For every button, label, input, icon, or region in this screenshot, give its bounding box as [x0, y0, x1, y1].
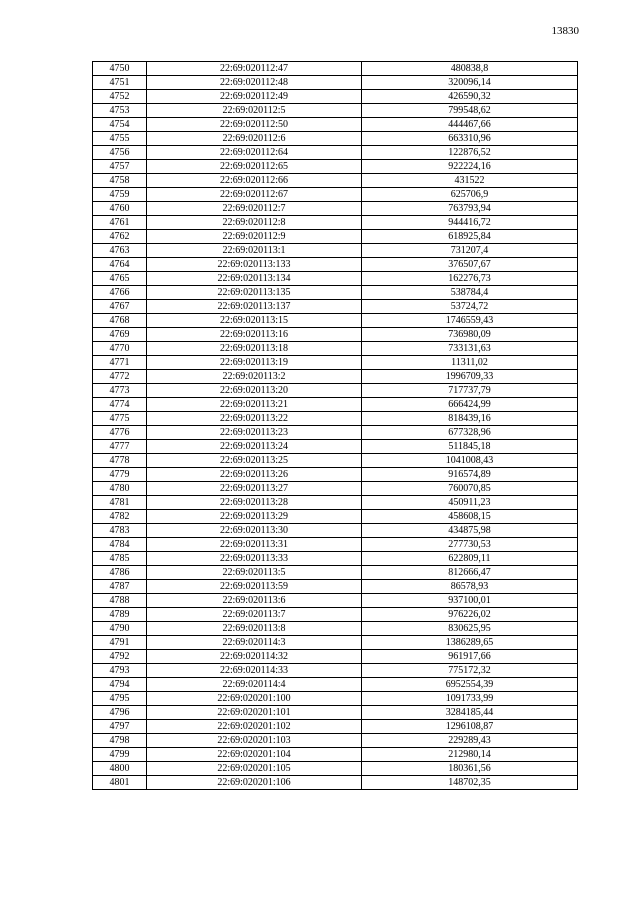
cadastral-value-cell: 731207,4: [362, 244, 578, 258]
row-number-cell: 4751: [93, 76, 147, 90]
cadastral-number-cell: 22:69:020113:59: [147, 580, 362, 594]
table-row: [93, 90, 578, 104]
cadastral-value-cell: 277730,53: [362, 538, 578, 552]
table-row: [93, 720, 578, 734]
cadastral-value-cell: 625706,9: [362, 188, 578, 202]
cadastral-value-cell: 663310,96: [362, 132, 578, 146]
table-row: [93, 762, 578, 776]
row-number-cell: 4754: [93, 118, 147, 132]
row-number-cell: 4795: [93, 692, 147, 706]
table-body: [93, 62, 578, 790]
row-number-cell: 4783: [93, 524, 147, 538]
row-number-cell: 4788: [93, 594, 147, 608]
table-row: [93, 776, 578, 790]
table-row: [93, 664, 578, 678]
cadastral-value-cell: 426590,32: [362, 90, 578, 104]
cadastral-value-cell: 511845,18: [362, 440, 578, 454]
table-row: [93, 594, 578, 608]
cadastral-number-cell: 22:69:020112:6: [147, 132, 362, 146]
row-number-cell: 4796: [93, 706, 147, 720]
cadastral-value-cell: 148702,35: [362, 776, 578, 790]
cadastral-value-cell: 760070,85: [362, 482, 578, 496]
cadastral-value-cell: 122876,52: [362, 146, 578, 160]
cadastral-value-cell: 480838,8: [362, 62, 578, 76]
table-row: [93, 748, 578, 762]
row-number-cell: 4772: [93, 370, 147, 384]
row-number-cell: 4793: [93, 664, 147, 678]
table-row: [93, 118, 578, 132]
cadastral-number-cell: 22:69:020113:29: [147, 510, 362, 524]
cadastral-value-cell: 180361,56: [362, 762, 578, 776]
cadastral-number-cell: 22:69:020112:47: [147, 62, 362, 76]
cadastral-number-cell: 22:69:020201:104: [147, 748, 362, 762]
row-number-cell: 4791: [93, 636, 147, 650]
cadastral-number-cell: 22:69:020113:26: [147, 468, 362, 482]
cadastral-number-cell: 22:69:020113:24: [147, 440, 362, 454]
cadastral-number-cell: 22:69:020112:9: [147, 230, 362, 244]
table-row: [93, 482, 578, 496]
row-number-cell: 4786: [93, 566, 147, 580]
cadastral-number-cell: 22:69:020114:33: [147, 664, 362, 678]
cadastral-value-cell: 229289,43: [362, 734, 578, 748]
table-row: [93, 230, 578, 244]
page-number: 13830: [551, 25, 579, 37]
cadastral-value-cell: 818439,16: [362, 412, 578, 426]
cadastral-value-cell: 922224,16: [362, 160, 578, 174]
cadastral-number-cell: 22:69:020201:100: [147, 692, 362, 706]
row-number-cell: 4761: [93, 216, 147, 230]
row-number-cell: 4798: [93, 734, 147, 748]
cadastral-number-cell: 22:69:020112:66: [147, 174, 362, 188]
table-row: [93, 174, 578, 188]
table-row: [93, 132, 578, 146]
cadastral-number-cell: 22:69:020113:1: [147, 244, 362, 258]
row-number-cell: 4800: [93, 762, 147, 776]
table-row: [93, 188, 578, 202]
table-row: [93, 314, 578, 328]
row-number-cell: 4790: [93, 622, 147, 636]
table-row: [93, 286, 578, 300]
row-number-cell: 4769: [93, 328, 147, 342]
table-row: [93, 566, 578, 580]
table-row: [93, 734, 578, 748]
row-number-cell: 4758: [93, 174, 147, 188]
table-row: [93, 370, 578, 384]
table-row: [93, 468, 578, 482]
cadastral-number-cell: 22:69:020112:8: [147, 216, 362, 230]
cadastral-value-cell: 1041008,43: [362, 454, 578, 468]
cadastral-value-cell: 830625,95: [362, 622, 578, 636]
cadastral-value-cell: 320096,14: [362, 76, 578, 90]
table-row: [93, 580, 578, 594]
cadastral-value-table: [92, 61, 578, 790]
row-number-cell: 4779: [93, 468, 147, 482]
cadastral-number-cell: 22:69:020113:25: [147, 454, 362, 468]
table-row: [93, 272, 578, 286]
cadastral-number-cell: 22:69:020112:49: [147, 90, 362, 104]
cadastral-number-cell: 22:69:020113:23: [147, 426, 362, 440]
cadastral-value-cell: 763793,94: [362, 202, 578, 216]
cadastral-value-cell: 666424,99: [362, 398, 578, 412]
cadastral-value-cell: 6952554,39: [362, 678, 578, 692]
table-row: [93, 622, 578, 636]
table-row: [93, 454, 578, 468]
cadastral-number-cell: 22:69:020114:3: [147, 636, 362, 650]
row-number-cell: 4753: [93, 104, 147, 118]
cadastral-value-cell: 86578,93: [362, 580, 578, 594]
cadastral-number-cell: 22:69:020113:19: [147, 356, 362, 370]
cadastral-number-cell: 22:69:020201:101: [147, 706, 362, 720]
table-row: [93, 216, 578, 230]
row-number-cell: 4775: [93, 412, 147, 426]
cadastral-value-cell: 444467,66: [362, 118, 578, 132]
cadastral-value-cell: 162276,73: [362, 272, 578, 286]
cadastral-value-cell: 431522: [362, 174, 578, 188]
row-number-cell: 4784: [93, 538, 147, 552]
cadastral-value-cell: 212980,14: [362, 748, 578, 762]
table-row: [93, 440, 578, 454]
row-number-cell: 4774: [93, 398, 147, 412]
cadastral-value-cell: 736980,09: [362, 328, 578, 342]
cadastral-value-cell: 3284185,44: [362, 706, 578, 720]
cadastral-value-cell: 622809,11: [362, 552, 578, 566]
table-row: [93, 608, 578, 622]
table-row: [93, 328, 578, 342]
row-number-cell: 4752: [93, 90, 147, 104]
table-row: [93, 300, 578, 314]
table-row: [93, 258, 578, 272]
table-row: [93, 678, 578, 692]
table-row: [93, 356, 578, 370]
cadastral-number-cell: 22:69:020113:137: [147, 300, 362, 314]
cadastral-value-cell: 434875,98: [362, 524, 578, 538]
cadastral-number-cell: 22:69:020113:133: [147, 258, 362, 272]
table-row: [93, 552, 578, 566]
row-number-cell: 4764: [93, 258, 147, 272]
cadastral-number-cell: 22:69:020201:103: [147, 734, 362, 748]
row-number-cell: 4799: [93, 748, 147, 762]
table-row: [93, 538, 578, 552]
cadastral-number-cell: 22:69:020201:102: [147, 720, 362, 734]
row-number-cell: 4785: [93, 552, 147, 566]
row-number-cell: 4765: [93, 272, 147, 286]
row-number-cell: 4762: [93, 230, 147, 244]
table-row: [93, 398, 578, 412]
cadastral-number-cell: 22:69:020112:65: [147, 160, 362, 174]
table-row: [93, 146, 578, 160]
cadastral-number-cell: 22:69:020112:7: [147, 202, 362, 216]
row-number-cell: 4781: [93, 496, 147, 510]
row-number-cell: 4757: [93, 160, 147, 174]
cadastral-value-cell: 1996709,33: [362, 370, 578, 384]
row-number-cell: 4780: [93, 482, 147, 496]
cadastral-number-cell: 22:69:020112:5: [147, 104, 362, 118]
table-row: [93, 524, 578, 538]
table-row: [93, 510, 578, 524]
cadastral-number-cell: 22:69:020114:4: [147, 678, 362, 692]
table-row: [93, 244, 578, 258]
cadastral-value-cell: 677328,96: [362, 426, 578, 440]
cadastral-value-cell: 1091733,99: [362, 692, 578, 706]
row-number-cell: 4787: [93, 580, 147, 594]
table-row: [93, 160, 578, 174]
cadastral-number-cell: 22:69:020113:135: [147, 286, 362, 300]
cadastral-number-cell: 22:69:020113:21: [147, 398, 362, 412]
cadastral-value-cell: 538784,4: [362, 286, 578, 300]
cadastral-number-cell: 22:69:020113:31: [147, 538, 362, 552]
cadastral-number-cell: 22:69:020113:5: [147, 566, 362, 580]
row-number-cell: 4759: [93, 188, 147, 202]
cadastral-value-cell: 1746559,43: [362, 314, 578, 328]
row-number-cell: 4776: [93, 426, 147, 440]
cadastral-value-cell: 733131,63: [362, 342, 578, 356]
table-row: [93, 104, 578, 118]
table-row: [93, 706, 578, 720]
cadastral-number-cell: 22:69:020113:2: [147, 370, 362, 384]
cadastral-value-cell: 450911,23: [362, 496, 578, 510]
cadastral-number-cell: 22:69:020201:106: [147, 776, 362, 790]
table-row: [93, 76, 578, 90]
row-number-cell: 4771: [93, 356, 147, 370]
row-number-cell: 4767: [93, 300, 147, 314]
cadastral-value-cell: 376507,67: [362, 258, 578, 272]
cadastral-number-cell: 22:69:020112:64: [147, 146, 362, 160]
row-number-cell: 4792: [93, 650, 147, 664]
cadastral-number-cell: 22:69:020112:50: [147, 118, 362, 132]
row-number-cell: 4763: [93, 244, 147, 258]
row-number-cell: 4766: [93, 286, 147, 300]
row-number-cell: 4778: [93, 454, 147, 468]
table-row: [93, 636, 578, 650]
cadastral-number-cell: 22:69:020112:67: [147, 188, 362, 202]
row-number-cell: 4789: [93, 608, 147, 622]
cadastral-number-cell: 22:69:020113:15: [147, 314, 362, 328]
cadastral-number-cell: 22:69:020113:27: [147, 482, 362, 496]
cadastral-value-cell: 458608,15: [362, 510, 578, 524]
cadastral-number-cell: 22:69:020113:16: [147, 328, 362, 342]
row-number-cell: 4770: [93, 342, 147, 356]
cadastral-value-cell: 11311,02: [362, 356, 578, 370]
table-row: [93, 384, 578, 398]
table-row: [93, 496, 578, 510]
cadastral-number-cell: 22:69:020113:33: [147, 552, 362, 566]
table-row: [93, 202, 578, 216]
cadastral-number-cell: 22:69:020113:6: [147, 594, 362, 608]
row-number-cell: 4760: [93, 202, 147, 216]
cadastral-value-cell: 1386289,65: [362, 636, 578, 650]
cadastral-value-cell: 812666,47: [362, 566, 578, 580]
cadastral-number-cell: 22:69:020113:20: [147, 384, 362, 398]
cadastral-number-cell: 22:69:020112:48: [147, 76, 362, 90]
row-number-cell: 4797: [93, 720, 147, 734]
row-number-cell: 4750: [93, 62, 147, 76]
cadastral-value-cell: 916574,89: [362, 468, 578, 482]
cadastral-number-cell: 22:69:020113:134: [147, 272, 362, 286]
table-row: [93, 650, 578, 664]
row-number-cell: 4777: [93, 440, 147, 454]
row-number-cell: 4794: [93, 678, 147, 692]
table-row: [93, 342, 578, 356]
row-number-cell: 4768: [93, 314, 147, 328]
row-number-cell: 4801: [93, 776, 147, 790]
cadastral-value-cell: 799548,62: [362, 104, 578, 118]
cadastral-value-cell: 976226,02: [362, 608, 578, 622]
row-number-cell: 4755: [93, 132, 147, 146]
row-number-cell: 4782: [93, 510, 147, 524]
cadastral-number-cell: 22:69:020114:32: [147, 650, 362, 664]
cadastral-value-cell: 618925,84: [362, 230, 578, 244]
row-number-cell: 4773: [93, 384, 147, 398]
cadastral-number-cell: 22:69:020113:22: [147, 412, 362, 426]
cadastral-number-cell: 22:69:020113:30: [147, 524, 362, 538]
table-row: [93, 412, 578, 426]
cadastral-value-cell: 775172,32: [362, 664, 578, 678]
cadastral-number-cell: 22:69:020113:7: [147, 608, 362, 622]
cadastral-number-cell: 22:69:020113:18: [147, 342, 362, 356]
cadastral-value-cell: 937100,01: [362, 594, 578, 608]
table-row: [93, 692, 578, 706]
row-number-cell: 4756: [93, 146, 147, 160]
table-row: [93, 62, 578, 76]
cadastral-number-cell: 22:69:020201:105: [147, 762, 362, 776]
cadastral-value-cell: 53724,72: [362, 300, 578, 314]
cadastral-number-cell: 22:69:020113:28: [147, 496, 362, 510]
cadastral-value-cell: 961917,66: [362, 650, 578, 664]
cadastral-number-cell: 22:69:020113:8: [147, 622, 362, 636]
table-row: [93, 426, 578, 440]
cadastral-value-cell: 944416,72: [362, 216, 578, 230]
cadastral-value-cell: 717737,79: [362, 384, 578, 398]
cadastral-value-cell: 1296108,87: [362, 720, 578, 734]
